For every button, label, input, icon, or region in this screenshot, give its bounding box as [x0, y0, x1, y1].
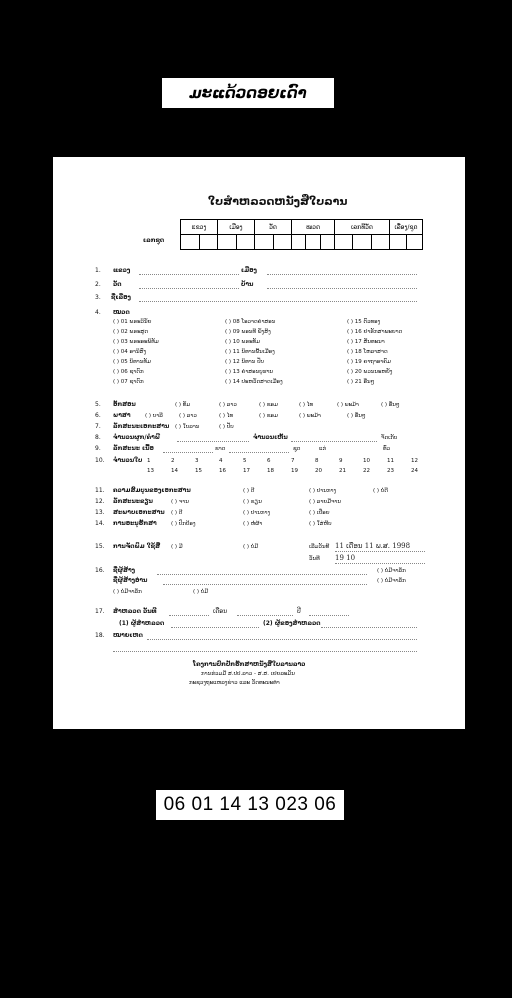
- field-num-4: 4.: [95, 309, 101, 316]
- script-option[interactable]: ( ) ທັມ: [175, 402, 191, 408]
- bundle-store-label: ຈັດເກັບ: [381, 435, 398, 441]
- category-option[interactable]: ( ) 16 ຢາຣັກສາພະຍາດ: [347, 329, 403, 335]
- bundle-count-label: ຈຳນວນຜູກ/ຄຳພີ: [113, 434, 160, 441]
- script-option[interactable]: ( ) ໄທ: [299, 402, 314, 408]
- leaf-count-option[interactable]: 21: [339, 468, 346, 474]
- field-village-label: ບ້ານ: [241, 281, 254, 288]
- category-option[interactable]: ( ) 17 ສັນທະນາ: [347, 339, 385, 345]
- survey-year-line[interactable]: [309, 615, 349, 616]
- survey-year-label: ປີ: [297, 608, 301, 615]
- code-header-district: ເມືອງ: [218, 220, 255, 235]
- end-date-line[interactable]: [335, 563, 425, 564]
- footer-ministry: ກະຊວງຖະແຫລງຂ່າວ ແລະ ວັດທະນະທຳ: [189, 680, 280, 686]
- code-table: [180, 219, 423, 250]
- footer-cooperation: ການຮ່ວມມື ສ.ປປ.ລາວ - ສ.ສ. ເຢຍລະມັນ: [201, 671, 295, 677]
- leaf-count-option[interactable]: 6: [267, 458, 271, 464]
- code-header-temple: ວັດ: [255, 220, 292, 235]
- field-num-18: 18.: [95, 632, 105, 639]
- leaf-count-option[interactable]: 18: [267, 468, 274, 474]
- preservation-option[interactable]: ( ) ປົກປ້ອງ: [171, 521, 196, 527]
- condition-option[interactable]: ແກ່: [319, 446, 327, 452]
- category-option[interactable]: ( ) 08 ໂອວາດຄຳສອນ: [225, 319, 276, 325]
- code-cell: [371, 235, 389, 250]
- preservation-label: ການອະນຸຮັກສາ: [113, 520, 157, 527]
- bundle-count-line[interactable]: [177, 441, 249, 442]
- category-option[interactable]: ( ) 04 ອານິສົງ: [113, 349, 147, 355]
- form-title: ໃບສຳຫລວດຫນັງສືໃບລານ: [208, 195, 348, 208]
- leaf-count-option[interactable]: 2: [171, 458, 175, 464]
- script-option[interactable]: ( ) ລາວ: [219, 402, 237, 408]
- code-header-province: ແຂວງ: [181, 220, 218, 235]
- field-village-line[interactable]: [267, 288, 417, 289]
- leaf-count-option[interactable]: 14: [171, 468, 178, 474]
- bundle-seen-line[interactable]: [291, 441, 377, 442]
- field-num-7: 7.: [95, 423, 101, 430]
- code-header-temple-number: ເລກທີວັດ: [335, 220, 390, 235]
- code-cell: [406, 235, 423, 250]
- leaf-count-option[interactable]: 16: [219, 468, 226, 474]
- handwritten-start-date: 11 ເດືອນ 11 ພ.ສ. 1998: [335, 542, 411, 550]
- category-option[interactable]: ( ) 10 ພຣະທັມ: [225, 339, 261, 345]
- script-option[interactable]: ( ) ຂອມ: [259, 402, 278, 408]
- state-option[interactable]: ( ) ປານກາງ: [243, 510, 271, 516]
- category-option[interactable]: ( ) 03 ພຣະອະພິທັມ: [113, 339, 159, 345]
- writing-option[interactable]: ( ) ຂຽນ: [243, 499, 262, 505]
- category-option[interactable]: ( ) 05 ນິທານທັມ: [113, 359, 151, 365]
- code-cell: [292, 235, 306, 250]
- leaf-count-option[interactable]: 13: [147, 468, 154, 474]
- field-num-10: 10.: [95, 457, 105, 464]
- remarks-line[interactable]: [113, 651, 417, 652]
- printing-option[interactable]: ( ) ມີ: [171, 544, 183, 550]
- completeness-option[interactable]: ( ) ບໍ່ດີ: [373, 488, 388, 494]
- field-num-14: 14.: [95, 520, 105, 527]
- handwritten-end-date: 19 10: [335, 554, 356, 562]
- footer-project: ໂຄງການປົກປັກຮັກສາຫນັງສືໃບລານລາວ: [193, 661, 306, 668]
- condition-option[interactable]: ຊຸດ: [293, 446, 301, 452]
- leaf-count-option[interactable]: 15: [195, 468, 202, 474]
- code-cell: [199, 235, 218, 250]
- author-none-option[interactable]: ( ) ບໍ່ມີຈາລຶກ: [113, 589, 142, 595]
- leaf-count-option[interactable]: 5: [243, 458, 247, 464]
- code-cell: [390, 235, 407, 250]
- state-option[interactable]: ( ) ເປື່ອຍ: [309, 510, 330, 516]
- completeness-option[interactable]: ( ) ດີ: [243, 488, 255, 494]
- bundle-seen-label: ຈຳນວນເຫັນ: [253, 434, 288, 441]
- end-date-label: ວັນທີ: [309, 556, 320, 562]
- field-temple-label: ວັດ: [113, 281, 122, 288]
- code-cell: [306, 235, 320, 250]
- survey-month-line[interactable]: [237, 615, 293, 616]
- category-option[interactable]: ( ) 01 ພຣະວິນັຍ: [113, 319, 152, 325]
- code-cell: [335, 235, 353, 250]
- field-num-13: 13.: [95, 509, 105, 516]
- category-option[interactable]: ( ) 11 ນິທານພື້ນເມືອງ: [225, 349, 275, 355]
- condition-option[interactable]: ຂາດ: [215, 446, 226, 452]
- category-option[interactable]: ( ) 20 ພວນນະຫຍັງ: [347, 369, 393, 375]
- category-heading: ໝວດ: [113, 309, 130, 316]
- author-read-label: ຊື່ຜູ້ສ້າງອ່ານ: [113, 577, 148, 584]
- code-label: ເລກຊຸດ: [143, 237, 165, 244]
- script-option[interactable]: ( ) ອື່ນໆ: [381, 402, 400, 408]
- field-story-label: ຊື່ເລື່ອງ: [111, 294, 131, 301]
- category-option[interactable]: ( ) 19 ຄາຖາອາຄົມ: [347, 359, 391, 365]
- leaf-count-option[interactable]: 9: [339, 458, 343, 464]
- leaf-count-option[interactable]: 8: [315, 458, 319, 464]
- field-num-11: 11.: [95, 487, 105, 494]
- field-story-line[interactable]: [139, 301, 417, 302]
- language-option[interactable]: ( ) ອື່ນໆ: [347, 413, 366, 419]
- condition-label: ລັກສະນະ ເນື້ອ: [113, 445, 154, 452]
- code-cell: [181, 235, 200, 250]
- field-num-12: 12.: [95, 498, 105, 505]
- script-option[interactable]: ( ) ພະມ້າ: [337, 402, 359, 408]
- completeness-option[interactable]: ( ) ປານກາງ: [309, 488, 337, 494]
- field-num-2: 2.: [95, 281, 101, 288]
- field-num-9: 9.: [95, 445, 101, 452]
- remarks-line[interactable]: [147, 639, 417, 640]
- start-date-line[interactable]: [335, 551, 425, 552]
- author-line[interactable]: [157, 574, 367, 575]
- leaf-count-label: ຈຳນວນໃບ: [113, 457, 143, 464]
- category-option[interactable]: ( ) 15 ຕົວທອງ: [347, 319, 381, 325]
- field-num-3: 3.: [95, 294, 101, 301]
- field-num-1: 1.: [95, 267, 101, 274]
- leaf-count-option[interactable]: 12: [411, 458, 418, 464]
- author-read-line[interactable]: [163, 584, 367, 585]
- leaf-count-option[interactable]: 19: [291, 468, 298, 474]
- leaf-count-option[interactable]: 23: [387, 468, 394, 474]
- writing-option[interactable]: ( ) ຈານ: [171, 499, 189, 505]
- leaf-count-option[interactable]: 17: [243, 468, 250, 474]
- category-option[interactable]: ( ) 07 ຊາດົກ: [113, 379, 144, 385]
- leaf-count-option[interactable]: 11: [387, 458, 394, 464]
- condition-line[interactable]: [163, 452, 213, 453]
- top-title-label: ມະແດ້ວດອຍເດົາ (ຕຳນານ): [162, 78, 334, 108]
- leaf-count-option[interactable]: 22: [363, 468, 370, 474]
- category-option[interactable]: ( ) 12 ນິທານ ປັບ: [225, 359, 264, 365]
- document-type-label: ລັກສະນະເອກະສານ: [113, 423, 170, 430]
- code-cell: [353, 235, 371, 250]
- completeness-label: ຄວາມສົມບູນຂອງເອກະສານ: [113, 487, 191, 494]
- language-label: ພາສາ: [113, 412, 131, 419]
- field-num-6: 6.: [95, 412, 101, 419]
- survey-day-line[interactable]: [169, 615, 209, 616]
- document-type-option[interactable]: ( ) ປັບ: [219, 424, 234, 430]
- category-option[interactable]: ( ) 13 ຄຳສອນບູຮານ: [225, 369, 274, 375]
- code-cell: [236, 235, 255, 250]
- preservation-option[interactable]: ( ) ໃສ່ຫີບ: [309, 521, 332, 527]
- surveyor-1-line[interactable]: [171, 627, 259, 628]
- code-cell: [320, 235, 334, 250]
- language-option[interactable]: ( ) ບາລີ: [145, 413, 163, 419]
- writing-label: ລັກສະນະຂຽນ: [113, 498, 153, 505]
- category-option[interactable]: ( ) 14 ປະຫວັດສາດເມືອງ: [225, 379, 283, 385]
- script-label: ອັກສອນ: [113, 401, 136, 408]
- state-label: ສະພາບເອກະສານ: [113, 509, 165, 516]
- condition-option[interactable]: ທົ່ວ: [383, 446, 391, 452]
- author-label: ຊື່ຜູ້ສ້າງ: [113, 567, 136, 574]
- author-none-option[interactable]: ( ) ບໍ່ມີ: [193, 589, 209, 595]
- survey-form-sheet: [53, 157, 465, 729]
- category-option[interactable]: ( ) 18 ໂຫລາສາດ: [347, 349, 388, 355]
- surveyor-1-label: (1) ຜູ້ສຳຫລວດ: [119, 620, 165, 627]
- field-district-label: ເມືອງ: [241, 267, 257, 274]
- surveyor-2-line[interactable]: [321, 627, 417, 628]
- category-option[interactable]: ( ) 21 ອື່ນໆ: [347, 379, 375, 385]
- field-num-16: 16.: [95, 567, 105, 574]
- preservation-option[interactable]: ( ) ຫໍ່ຜ້າ: [243, 521, 263, 527]
- code-cell: [255, 235, 274, 250]
- field-province-label: ແຂວງ: [113, 267, 131, 274]
- printing-label: ການຈັດພິມ ໃຊ້ສື່: [113, 543, 161, 550]
- language-option[interactable]: ( ) ໄທ: [219, 413, 234, 419]
- document-type-option[interactable]: ( ) ໃບລານ: [175, 424, 200, 430]
- survey-month-label: ເດືອນ: [213, 608, 228, 615]
- leaf-count-option[interactable]: 4: [219, 458, 223, 464]
- condition-line[interactable]: [229, 452, 289, 453]
- code-header-category: ໝວດ: [292, 220, 335, 235]
- leaf-count-option[interactable]: 20: [315, 468, 322, 474]
- state-option[interactable]: ( ) ດີ: [171, 510, 183, 516]
- remarks-label: ໝາຍເຫດ: [113, 632, 143, 639]
- code-header-story-set: ເລື່ອງ/ຊຸດ: [390, 220, 423, 235]
- leaf-count-option[interactable]: 10: [363, 458, 370, 464]
- field-num-17: 17.: [95, 608, 105, 615]
- field-num-8: 8.: [95, 434, 101, 441]
- author-read-option[interactable]: ( ) ບໍ່ມີຈາລຶກ: [377, 578, 406, 584]
- bottom-code-label: 06 01 14 13 023 06: [156, 790, 344, 820]
- start-date-label: ເລີ່ມວັນທີ: [309, 544, 330, 550]
- category-option[interactable]: ( ) 06 ຊາດົກ: [113, 369, 144, 375]
- leaf-count-option[interactable]: 3: [195, 458, 199, 464]
- language-option[interactable]: ( ) ພະມ້າ: [299, 413, 321, 419]
- field-num-15: 15.: [95, 543, 105, 550]
- leaf-count-option[interactable]: 24: [411, 468, 418, 474]
- writing-option[interactable]: ( ) ລາຍມືຈານ: [309, 499, 342, 505]
- code-cell: [273, 235, 292, 250]
- field-district-line[interactable]: [267, 274, 417, 275]
- surveyor-2-label: (2) ຜູ້ຂອງສຳຫລວດ: [263, 620, 321, 627]
- category-option[interactable]: ( ) 09 ພອນທີ ພັງສິງ: [225, 329, 271, 335]
- leaf-count-option[interactable]: 1: [147, 458, 151, 464]
- category-option[interactable]: ( ) 02 ພຣະສູດ: [113, 329, 149, 335]
- printing-option[interactable]: ( ) ບໍ່ມີ: [243, 544, 259, 550]
- code-cell: [218, 235, 237, 250]
- field-num-5: 5.: [95, 401, 101, 408]
- field-temple-line[interactable]: [139, 288, 239, 289]
- survey-date-label: ສຳຫລວດ ວັນທີ: [113, 608, 157, 615]
- field-province-line[interactable]: [139, 274, 239, 275]
- leaf-count-option[interactable]: 7: [291, 458, 295, 464]
- language-option[interactable]: ( ) ຂອມ: [259, 413, 278, 419]
- author-option[interactable]: ( ) ບໍ່ມີຈາລຶກ: [377, 568, 406, 574]
- language-option[interactable]: ( ) ລາວ: [179, 413, 197, 419]
